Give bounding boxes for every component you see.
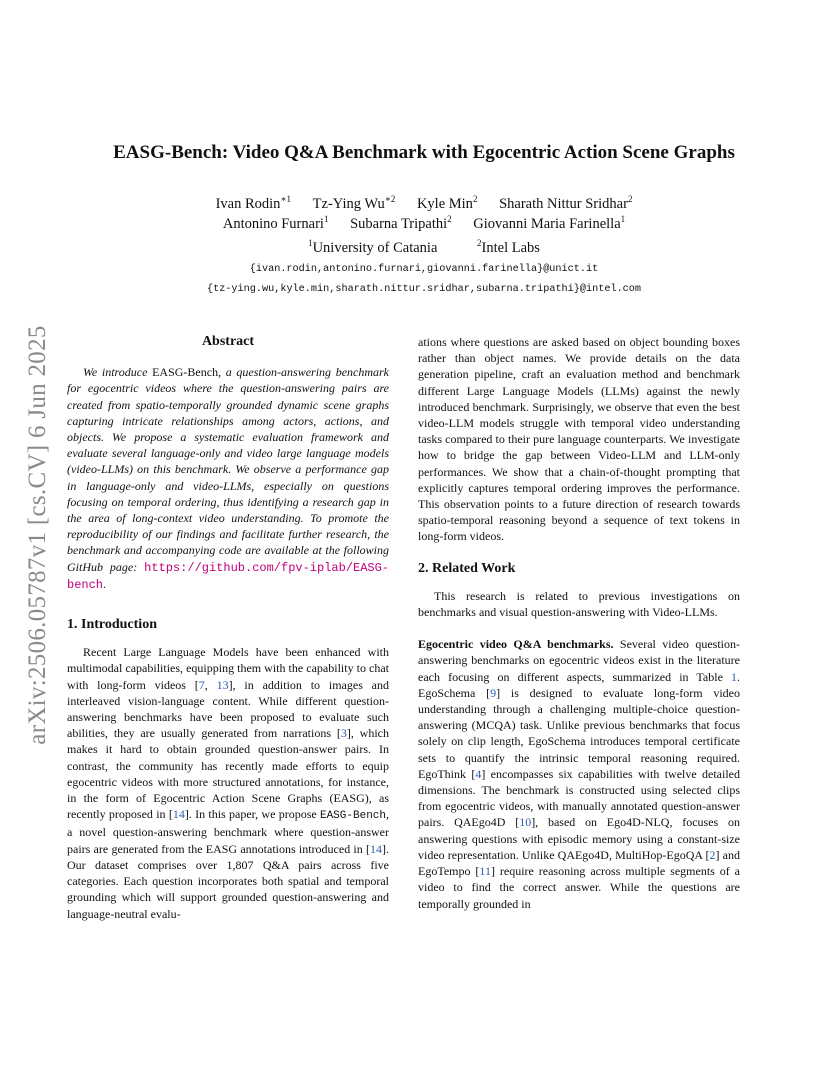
left-column — [67, 334, 389, 922]
github-link[interactable]: https://github.com/fpv-iplab/EASG-bench — [67, 560, 390, 592]
related-work-text: This research is related to previous investigations on benchmarks and visual question-answering with Video-LLMs. — [418, 588, 740, 620]
author: Subarna Tripathi$^2$ — [350, 214, 452, 232]
citation[interactable]: 14 — [172, 807, 185, 822]
right-column — [418, 334, 740, 912]
authors-line-2 — [60, 213, 788, 235]
email-intel: {tz-ying.wu,kyle.min,sharath.nittur.sridhar,subarna.tripathi}@intel.com — [206, 284, 642, 295]
arxiv-identifier: arXiv:2506.05787v1 [cs.CV] 6 Jun 2025 — [24, 325, 51, 745]
authors-line-1 — [60, 193, 788, 215]
introduction-continued: ations where questions are asked based on object bounding boxes rather than object names. We provide details on the data generation pipeline, craft an evaluation method and benchmark different Large Language Models (LLMs) against the newly introduced benchmark. Surprisingly, we observe that even the best video-LLM models struggle with temporal video understanding tasks compared to their pure language counterparts. We investigate how to bridge the gap between Video-LLM and LLM-only performances. We show that a chain-of-thought prompting that explicitly captures temporal ordering improves the performance. This observation points to a future direction of research towards spatio-temporal reasoning beyond a sequence of text tokens in long-form videos. — [418, 335, 740, 544]
affiliation: $^2$Intel Labs — [477, 238, 540, 256]
introduction-text: Recent Large Language Models have been enhanced with multimodal capabilities, equipping them with the capability to chat with long-form videos [7, 13], in addition to images and interleaved vision-language content. While different question-answering benchmarks have been proposed to evaluate such abilities, they are usually generated from narrations [3], which makes it hard to obtain grounded question-answer pairs. In contrast, the community has recently made efforts to equip egocentric videos with more structured annotations, for instance, in the form of Egocentric Action Scene Graphs (EASG), as recently proposed in [14]. In this paper, we propose EASG-Bench, a novel question-answering benchmark where question-answer pairs are generated from the EASG annotations introduced in [14]. Our dataset comprises over 1,807 Q&A pairs across five categories. Each question incorporates both spatial and temporal grounding which will support grounded question-answering and language-neutral evalu- — [67, 645, 390, 921]
citation[interactable]: 2 — [709, 847, 716, 862]
abstract-heading: Abstract — [201, 334, 255, 349]
table-reference[interactable]: 1 — [731, 669, 737, 684]
egocentric-benchmarks-heading: Egocentric video Q&A benchmarks. — [418, 637, 614, 652]
author: Kyle Min$^2$ — [416, 194, 478, 212]
affiliation: $^1$University of Catania — [308, 238, 438, 256]
author: Ivan Rodin$^{∗1}$ — [215, 194, 292, 212]
citation[interactable]: 11 — [479, 864, 491, 879]
author: Giovanni Maria Farinella$^1$ — [473, 214, 626, 232]
egocentric-benchmarks-paragraph: Egocentric video Q&A benchmarks. Several video question-answering benchmarks on egocentric videos exist in the literature each focusing on different aspects, summarized in Table 1. EgoSchema [9] is designed to evaluate long-form video understanding through a challenging multiple-choice question-answering (MCQA) task. Unlike previous benchmarks that focus solely on clip length, EgoSchema introduces temporal certificate sets to quantify the intrinsic temporal reasoning required. EgoThink [4] encompasses six capabilities with twelve detailed dimensions. The benchmark is constructed using selected clips from egocentric videos, with manually annotated question-answer pairs. QAEgo4D [10], based on Ego4D-NLQ, focuses on answering questions with episodic memory using a constant-size video representation. Unlike QAEgo4D, MultiHop-EgoQA [2] and EgoTempo [11] require reasoning across multiple segments of a video to find the correct answer. While the questions are temporally grounded in — [418, 637, 741, 911]
email-unict: {ivan.rodin,antonino.furnari,giovanni.farinella}@unict.it — [249, 264, 599, 275]
arxiv-sidebar — [18, 304, 58, 766]
author: Antonino Furnari$^1$ — [222, 214, 329, 232]
citation[interactable]: 4 — [475, 766, 482, 781]
citation[interactable]: 9 — [490, 685, 497, 700]
author: Tz-Ying $Wu^{∗2}$ — [312, 194, 396, 212]
paper-title: EASG-Bench: Video Q&A Benchmark with Egocentric Action Scene Graphs — [113, 142, 735, 163]
citation[interactable]: 3 — [340, 726, 347, 741]
affiliations — [60, 240, 788, 257]
author: Sharath Nittur Sridhar$^2$ — [499, 194, 633, 212]
introduction-heading: 1. Introduction — [67, 617, 157, 633]
abstract-text: We introduce EASG-Bench, a question-answering benchmark for egocentric videos where the question-answering pairs are created from spatio-temporally grounded dynamic scene graphs capturing intricate relationships among actors, actions, and objects. We propose a systematic evaluation framework and evaluate several language-only and video large language models (video-LLMs) on this benchmark. We observe a performance gap in language-only and video-LLMs, especially on questions focusing on temporal ordering, thus identifying a research gap in the area of long-context video understanding. To promote the reproducibility of our findings and facilitate further research, the benchmark and accompanying code are available at the following GitHub page: https://github.com/fpv-iplab/EASG-bench. — [67, 365, 390, 592]
related-work-heading: 2. Related Work — [418, 560, 516, 576]
citation[interactable]: 14 — [370, 841, 382, 856]
citation[interactable]: 7 — [198, 677, 205, 692]
citation[interactable]: 10 — [519, 815, 532, 830]
citation[interactable]: 13 — [216, 677, 229, 692]
